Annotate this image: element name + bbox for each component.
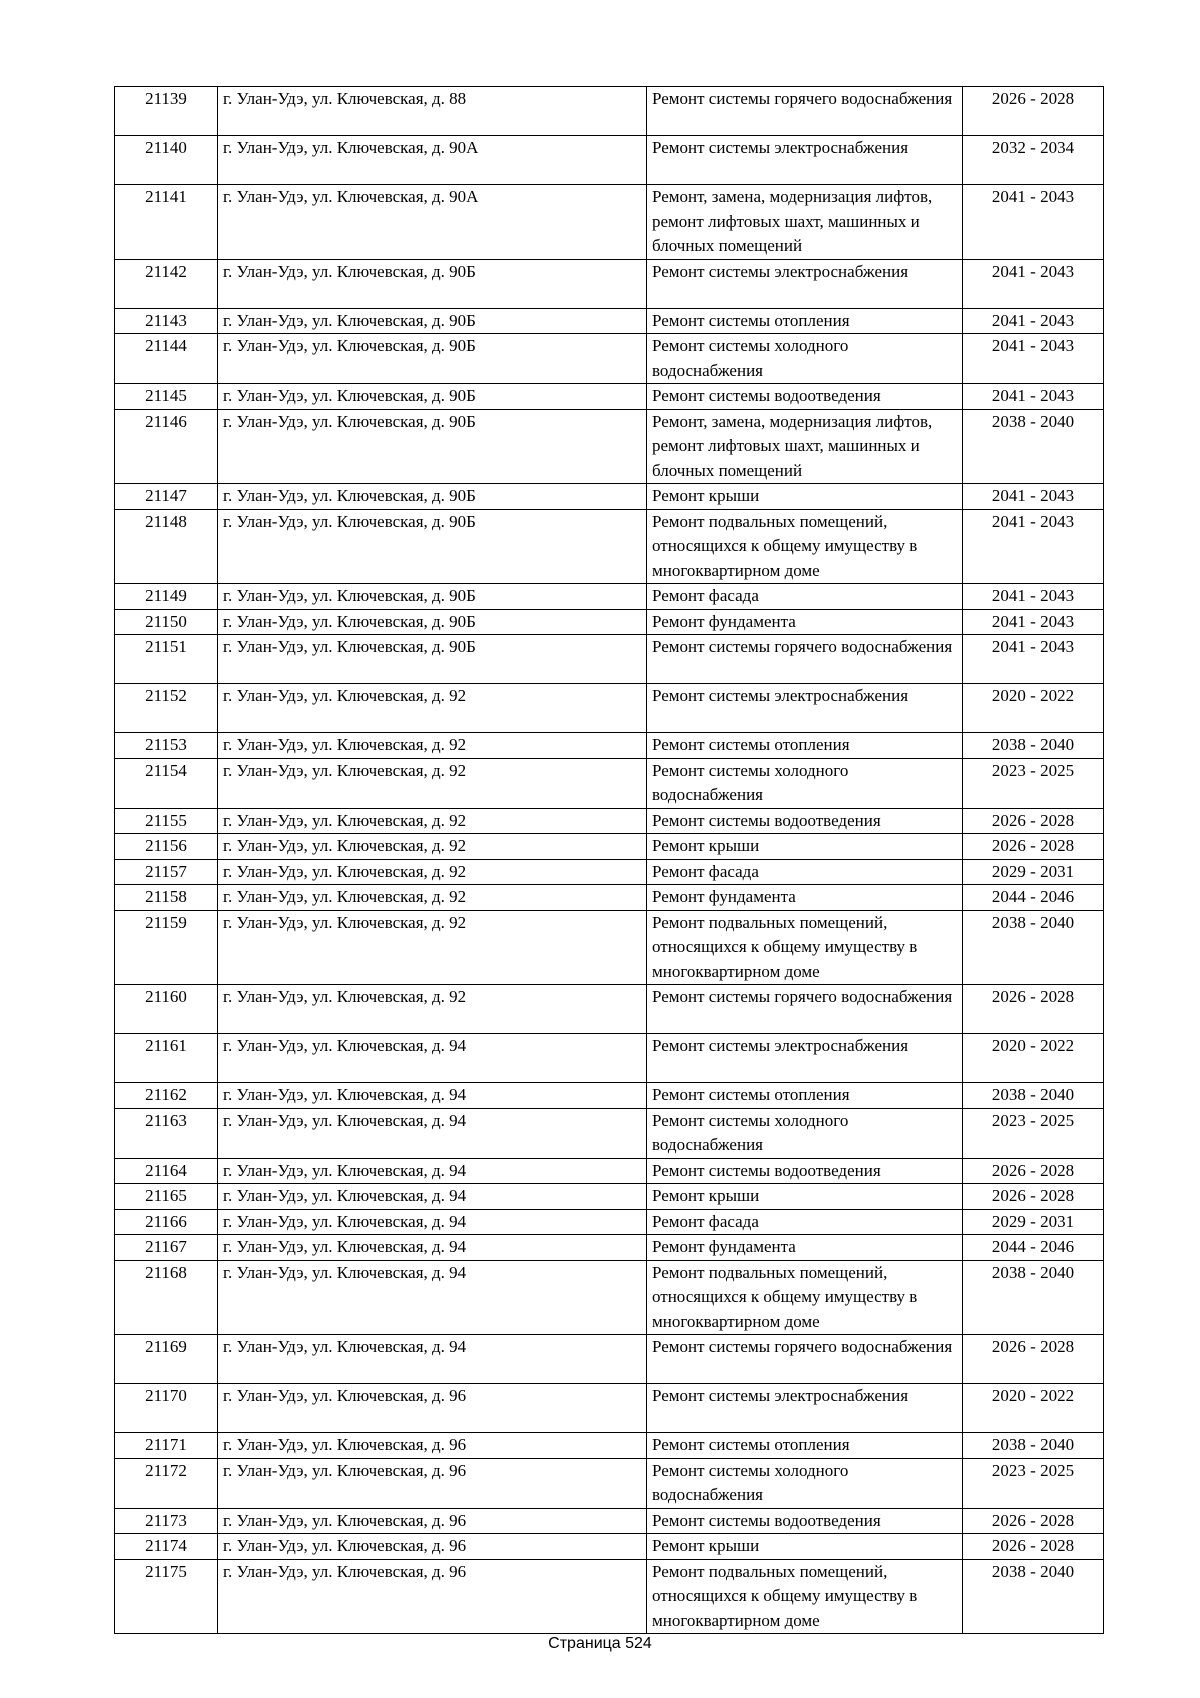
address-cell: г. Улан-Удэ, ул. Ключевская, д. 92 (218, 834, 647, 860)
row-number-cell: 21173 (115, 1508, 218, 1534)
address-cell: г. Улан-Удэ, ул. Ключевская, д. 90Б (218, 259, 647, 308)
work-type-cell: Ремонт подвальных помещений, относящихся к общему имуществу в многоквартирном доме (647, 509, 963, 584)
address-cell: г. Улан-Удэ, ул. Ключевская, д. 96 (218, 1384, 647, 1433)
period-cell: 2038 - 2040 (963, 409, 1104, 484)
address-cell: г. Улан-Удэ, ул. Ключевская, д. 88 (218, 87, 647, 136)
row-number-cell: 21169 (115, 1335, 218, 1384)
table-row (115, 1384, 1104, 1433)
address-cell: г. Улан-Удэ, ул. Ключевская, д. 90Б (218, 409, 647, 484)
row-number-cell: 21160 (115, 985, 218, 1034)
work-type-cell: Ремонт фасада (647, 1209, 963, 1235)
period-cell: 2041 - 2043 (963, 484, 1104, 510)
work-type-cell: Ремонт крыши (647, 1534, 963, 1560)
work-type-cell: Ремонт подвальных помещений, относящихся к общему имуществу в многоквартирном доме (647, 1260, 963, 1335)
row-number-cell: 21155 (115, 808, 218, 834)
period-cell: 2023 - 2025 (963, 1458, 1104, 1508)
address-cell: г. Улан-Удэ, ул. Ключевская, д. 96 (218, 1458, 647, 1508)
address-cell: г. Улан-Удэ, ул. Ключевская, д. 96 (218, 1559, 647, 1634)
work-type-cell: Ремонт системы холодного водоснабжения (647, 758, 963, 808)
address-cell: г. Улан-Удэ, ул. Ключевская, д. 92 (218, 985, 647, 1034)
table-row (115, 885, 1104, 911)
table-row (115, 334, 1104, 384)
table-row (115, 384, 1104, 410)
period-cell: 2041 - 2043 (963, 509, 1104, 584)
period-cell: 2026 - 2028 (963, 87, 1104, 136)
row-number-cell: 21151 (115, 635, 218, 684)
table-row (115, 509, 1104, 584)
period-cell: 2038 - 2040 (963, 1260, 1104, 1335)
period-cell: 2026 - 2028 (963, 1508, 1104, 1534)
row-number-cell: 21165 (115, 1184, 218, 1210)
work-type-cell: Ремонт системы электроснабжения (647, 259, 963, 308)
work-type-cell: Ремонт системы отопления (647, 1083, 963, 1109)
row-number-cell: 21163 (115, 1108, 218, 1158)
address-cell: г. Улан-Удэ, ул. Ключевская, д. 96 (218, 1433, 647, 1459)
period-cell: 2026 - 2028 (963, 834, 1104, 860)
work-type-cell: Ремонт системы холодного водоснабжения (647, 1108, 963, 1158)
period-cell: 2026 - 2028 (963, 808, 1104, 834)
row-number-cell: 21143 (115, 308, 218, 334)
address-cell: г. Улан-Удэ, ул. Ключевская, д. 92 (218, 733, 647, 759)
address-cell: г. Улан-Удэ, ул. Ключевская, д. 90Б (218, 384, 647, 410)
work-type-cell: Ремонт крыши (647, 834, 963, 860)
row-number-cell: 21167 (115, 1235, 218, 1261)
works-table-body (115, 87, 1104, 1634)
row-number-cell: 21148 (115, 509, 218, 584)
period-cell: 2020 - 2022 (963, 684, 1104, 733)
row-number-cell: 21156 (115, 834, 218, 860)
row-number-cell: 21172 (115, 1458, 218, 1508)
period-cell: 2038 - 2040 (963, 1083, 1104, 1109)
row-number-cell: 21159 (115, 910, 218, 985)
address-cell: г. Улан-Удэ, ул. Ключевская, д. 90Б (218, 308, 647, 334)
work-type-cell: Ремонт системы отопления (647, 308, 963, 334)
period-cell: 2029 - 2031 (963, 1209, 1104, 1235)
period-cell: 2020 - 2022 (963, 1384, 1104, 1433)
table-row (115, 1184, 1104, 1210)
table-row (115, 1209, 1104, 1235)
table-row (115, 87, 1104, 136)
table-row (115, 834, 1104, 860)
row-number-cell: 21166 (115, 1209, 218, 1235)
period-cell: 2026 - 2028 (963, 985, 1104, 1034)
address-cell: г. Улан-Удэ, ул. Ключевская, д. 92 (218, 684, 647, 733)
address-cell: г. Улан-Удэ, ул. Ключевская, д. 94 (218, 1184, 647, 1210)
period-cell: 2041 - 2043 (963, 584, 1104, 610)
table-row (115, 584, 1104, 610)
work-type-cell: Ремонт подвальных помещений, относящихся к общему имуществу в многоквартирном доме (647, 1559, 963, 1634)
period-cell: 2038 - 2040 (963, 1433, 1104, 1459)
address-cell: г. Улан-Удэ, ул. Ключевская, д. 94 (218, 1209, 647, 1235)
table-row (115, 859, 1104, 885)
address-cell: г. Улан-Удэ, ул. Ключевская, д. 90Б (218, 484, 647, 510)
table-row (115, 1158, 1104, 1184)
work-type-cell: Ремонт системы водоотведения (647, 1508, 963, 1534)
work-type-cell: Ремонт фасада (647, 859, 963, 885)
row-number-cell: 21144 (115, 334, 218, 384)
table-row (115, 409, 1104, 484)
period-cell: 2041 - 2043 (963, 334, 1104, 384)
row-number-cell: 21170 (115, 1384, 218, 1433)
work-type-cell: Ремонт фасада (647, 584, 963, 610)
row-number-cell: 21145 (115, 384, 218, 410)
table-row (115, 484, 1104, 510)
table-row (115, 1083, 1104, 1109)
period-cell: 2023 - 2025 (963, 758, 1104, 808)
row-number-cell: 21161 (115, 1034, 218, 1083)
work-type-cell: Ремонт крыши (647, 484, 963, 510)
period-cell: 2041 - 2043 (963, 259, 1104, 308)
table-row (115, 635, 1104, 684)
row-number-cell: 21152 (115, 684, 218, 733)
address-cell: г. Улан-Удэ, ул. Ключевская, д. 94 (218, 1034, 647, 1083)
work-type-cell: Ремонт системы горячего водоснабжения (647, 87, 963, 136)
address-cell: г. Улан-Удэ, ул. Ключевская, д. 90Б (218, 584, 647, 610)
period-cell: 2038 - 2040 (963, 733, 1104, 759)
row-number-cell: 21150 (115, 609, 218, 635)
address-cell: г. Улан-Удэ, ул. Ключевская, д. 94 (218, 1083, 647, 1109)
address-cell: г. Улан-Удэ, ул. Ключевская, д. 92 (218, 808, 647, 834)
period-cell: 2026 - 2028 (963, 1534, 1104, 1560)
work-type-cell: Ремонт системы водоотведения (647, 1158, 963, 1184)
row-number-cell: 21140 (115, 136, 218, 185)
work-type-cell: Ремонт системы горячего водоснабжения (647, 985, 963, 1034)
work-type-cell: Ремонт системы водоотведения (647, 808, 963, 834)
period-cell: 2026 - 2028 (963, 1335, 1104, 1384)
period-cell: 2020 - 2022 (963, 1034, 1104, 1083)
page-number: Страница 524 (548, 1635, 652, 1652)
table-row (115, 733, 1104, 759)
row-number-cell: 21149 (115, 584, 218, 610)
table-row (115, 1034, 1104, 1083)
table-row (115, 1260, 1104, 1335)
work-type-cell: Ремонт системы электроснабжения (647, 136, 963, 185)
address-cell: г. Улан-Удэ, ул. Ключевская, д. 90Б (218, 609, 647, 635)
row-number-cell: 21174 (115, 1534, 218, 1560)
period-cell: 2038 - 2040 (963, 1559, 1104, 1634)
period-cell: 2041 - 2043 (963, 308, 1104, 334)
work-type-cell: Ремонт системы горячего водоснабжения (647, 1335, 963, 1384)
period-cell: 2026 - 2028 (963, 1158, 1104, 1184)
table-row (115, 758, 1104, 808)
work-type-cell: Ремонт крыши (647, 1184, 963, 1210)
work-type-cell: Ремонт, замена, модернизация лифтов, ремонт лифтовых шахт, машинных и блочных помещений (647, 185, 963, 260)
row-number-cell: 21175 (115, 1559, 218, 1634)
work-type-cell: Ремонт системы отопления (647, 733, 963, 759)
table-row (115, 985, 1104, 1034)
address-cell: г. Улан-Удэ, ул. Ключевская, д. 94 (218, 1260, 647, 1335)
row-number-cell: 21164 (115, 1158, 218, 1184)
work-type-cell: Ремонт системы электроснабжения (647, 684, 963, 733)
table-row (115, 1108, 1104, 1158)
address-cell: г. Улан-Удэ, ул. Ключевская, д. 94 (218, 1235, 647, 1261)
address-cell: г. Улан-Удэ, ул. Ключевская, д. 94 (218, 1158, 647, 1184)
row-number-cell: 21162 (115, 1083, 218, 1109)
table-row (115, 684, 1104, 733)
work-type-cell: Ремонт системы холодного водоснабжения (647, 334, 963, 384)
table-row (115, 1235, 1104, 1261)
work-type-cell: Ремонт системы горячего водоснабжения (647, 635, 963, 684)
address-cell: г. Улан-Удэ, ул. Ключевская, д. 90А (218, 185, 647, 260)
row-number-cell: 21141 (115, 185, 218, 260)
row-number-cell: 21146 (115, 409, 218, 484)
work-type-cell: Ремонт фундамента (647, 609, 963, 635)
table-row (115, 609, 1104, 635)
row-number-cell: 21154 (115, 758, 218, 808)
address-cell: г. Улан-Удэ, ул. Ключевская, д. 92 (218, 859, 647, 885)
work-type-cell: Ремонт системы холодного водоснабжения (647, 1458, 963, 1508)
address-cell: г. Улан-Удэ, ул. Ключевская, д. 90Б (218, 635, 647, 684)
row-number-cell: 21171 (115, 1433, 218, 1459)
table-row (115, 1559, 1104, 1634)
row-number-cell: 21139 (115, 87, 218, 136)
work-type-cell: Ремонт, замена, модернизация лифтов, ремонт лифтовых шахт, машинных и блочных помещений (647, 409, 963, 484)
row-number-cell: 21157 (115, 859, 218, 885)
table-row (115, 308, 1104, 334)
table-row (115, 259, 1104, 308)
table-row (115, 910, 1104, 985)
work-type-cell: Ремонт подвальных помещений, относящихся к общему имуществу в многоквартирном доме (647, 910, 963, 985)
address-cell: г. Улан-Удэ, ул. Ключевская, д. 96 (218, 1508, 647, 1534)
address-cell: г. Улан-Удэ, ул. Ключевская, д. 90Б (218, 334, 647, 384)
table-row (115, 136, 1104, 185)
period-cell: 2041 - 2043 (963, 609, 1104, 635)
address-cell: г. Улан-Удэ, ул. Ключевская, д. 90Б (218, 509, 647, 584)
period-cell: 2026 - 2028 (963, 1184, 1104, 1210)
work-type-cell: Ремонт системы электроснабжения (647, 1384, 963, 1433)
row-number-cell: 21158 (115, 885, 218, 911)
address-cell: г. Улан-Удэ, ул. Ключевская, д. 90А (218, 136, 647, 185)
table-row (115, 1433, 1104, 1459)
address-cell: г. Улан-Удэ, ул. Ключевская, д. 92 (218, 758, 647, 808)
work-type-cell: Ремонт системы водоотведения (647, 384, 963, 410)
period-cell: 2029 - 2031 (963, 859, 1104, 885)
table-row (115, 1458, 1104, 1508)
work-type-cell: Ремонт фундамента (647, 885, 963, 911)
address-cell: г. Улан-Удэ, ул. Ключевская, д. 92 (218, 885, 647, 911)
table-row (115, 808, 1104, 834)
work-type-cell: Ремонт системы отопления (647, 1433, 963, 1459)
table-row (115, 1335, 1104, 1384)
address-cell: г. Улан-Удэ, ул. Ключевская, д. 96 (218, 1534, 647, 1560)
address-cell: г. Улан-Удэ, ул. Ключевская, д. 94 (218, 1335, 647, 1384)
period-cell: 2044 - 2046 (963, 885, 1104, 911)
period-cell: 2044 - 2046 (963, 1235, 1104, 1261)
work-type-cell: Ремонт системы электроснабжения (647, 1034, 963, 1083)
address-cell: г. Улан-Удэ, ул. Ключевская, д. 92 (218, 910, 647, 985)
works-table (114, 86, 1104, 1634)
period-cell: 2041 - 2043 (963, 185, 1104, 260)
table-row (115, 185, 1104, 260)
table-row (115, 1508, 1104, 1534)
row-number-cell: 21153 (115, 733, 218, 759)
period-cell: 2041 - 2043 (963, 635, 1104, 684)
period-cell: 2041 - 2043 (963, 384, 1104, 410)
row-number-cell: 21147 (115, 484, 218, 510)
period-cell: 2032 - 2034 (963, 136, 1104, 185)
table-row (115, 1534, 1104, 1560)
period-cell: 2023 - 2025 (963, 1108, 1104, 1158)
work-type-cell: Ремонт фундамента (647, 1235, 963, 1261)
period-cell: 2038 - 2040 (963, 910, 1104, 985)
row-number-cell: 21142 (115, 259, 218, 308)
row-number-cell: 21168 (115, 1260, 218, 1335)
address-cell: г. Улан-Удэ, ул. Ключевская, д. 94 (218, 1108, 647, 1158)
